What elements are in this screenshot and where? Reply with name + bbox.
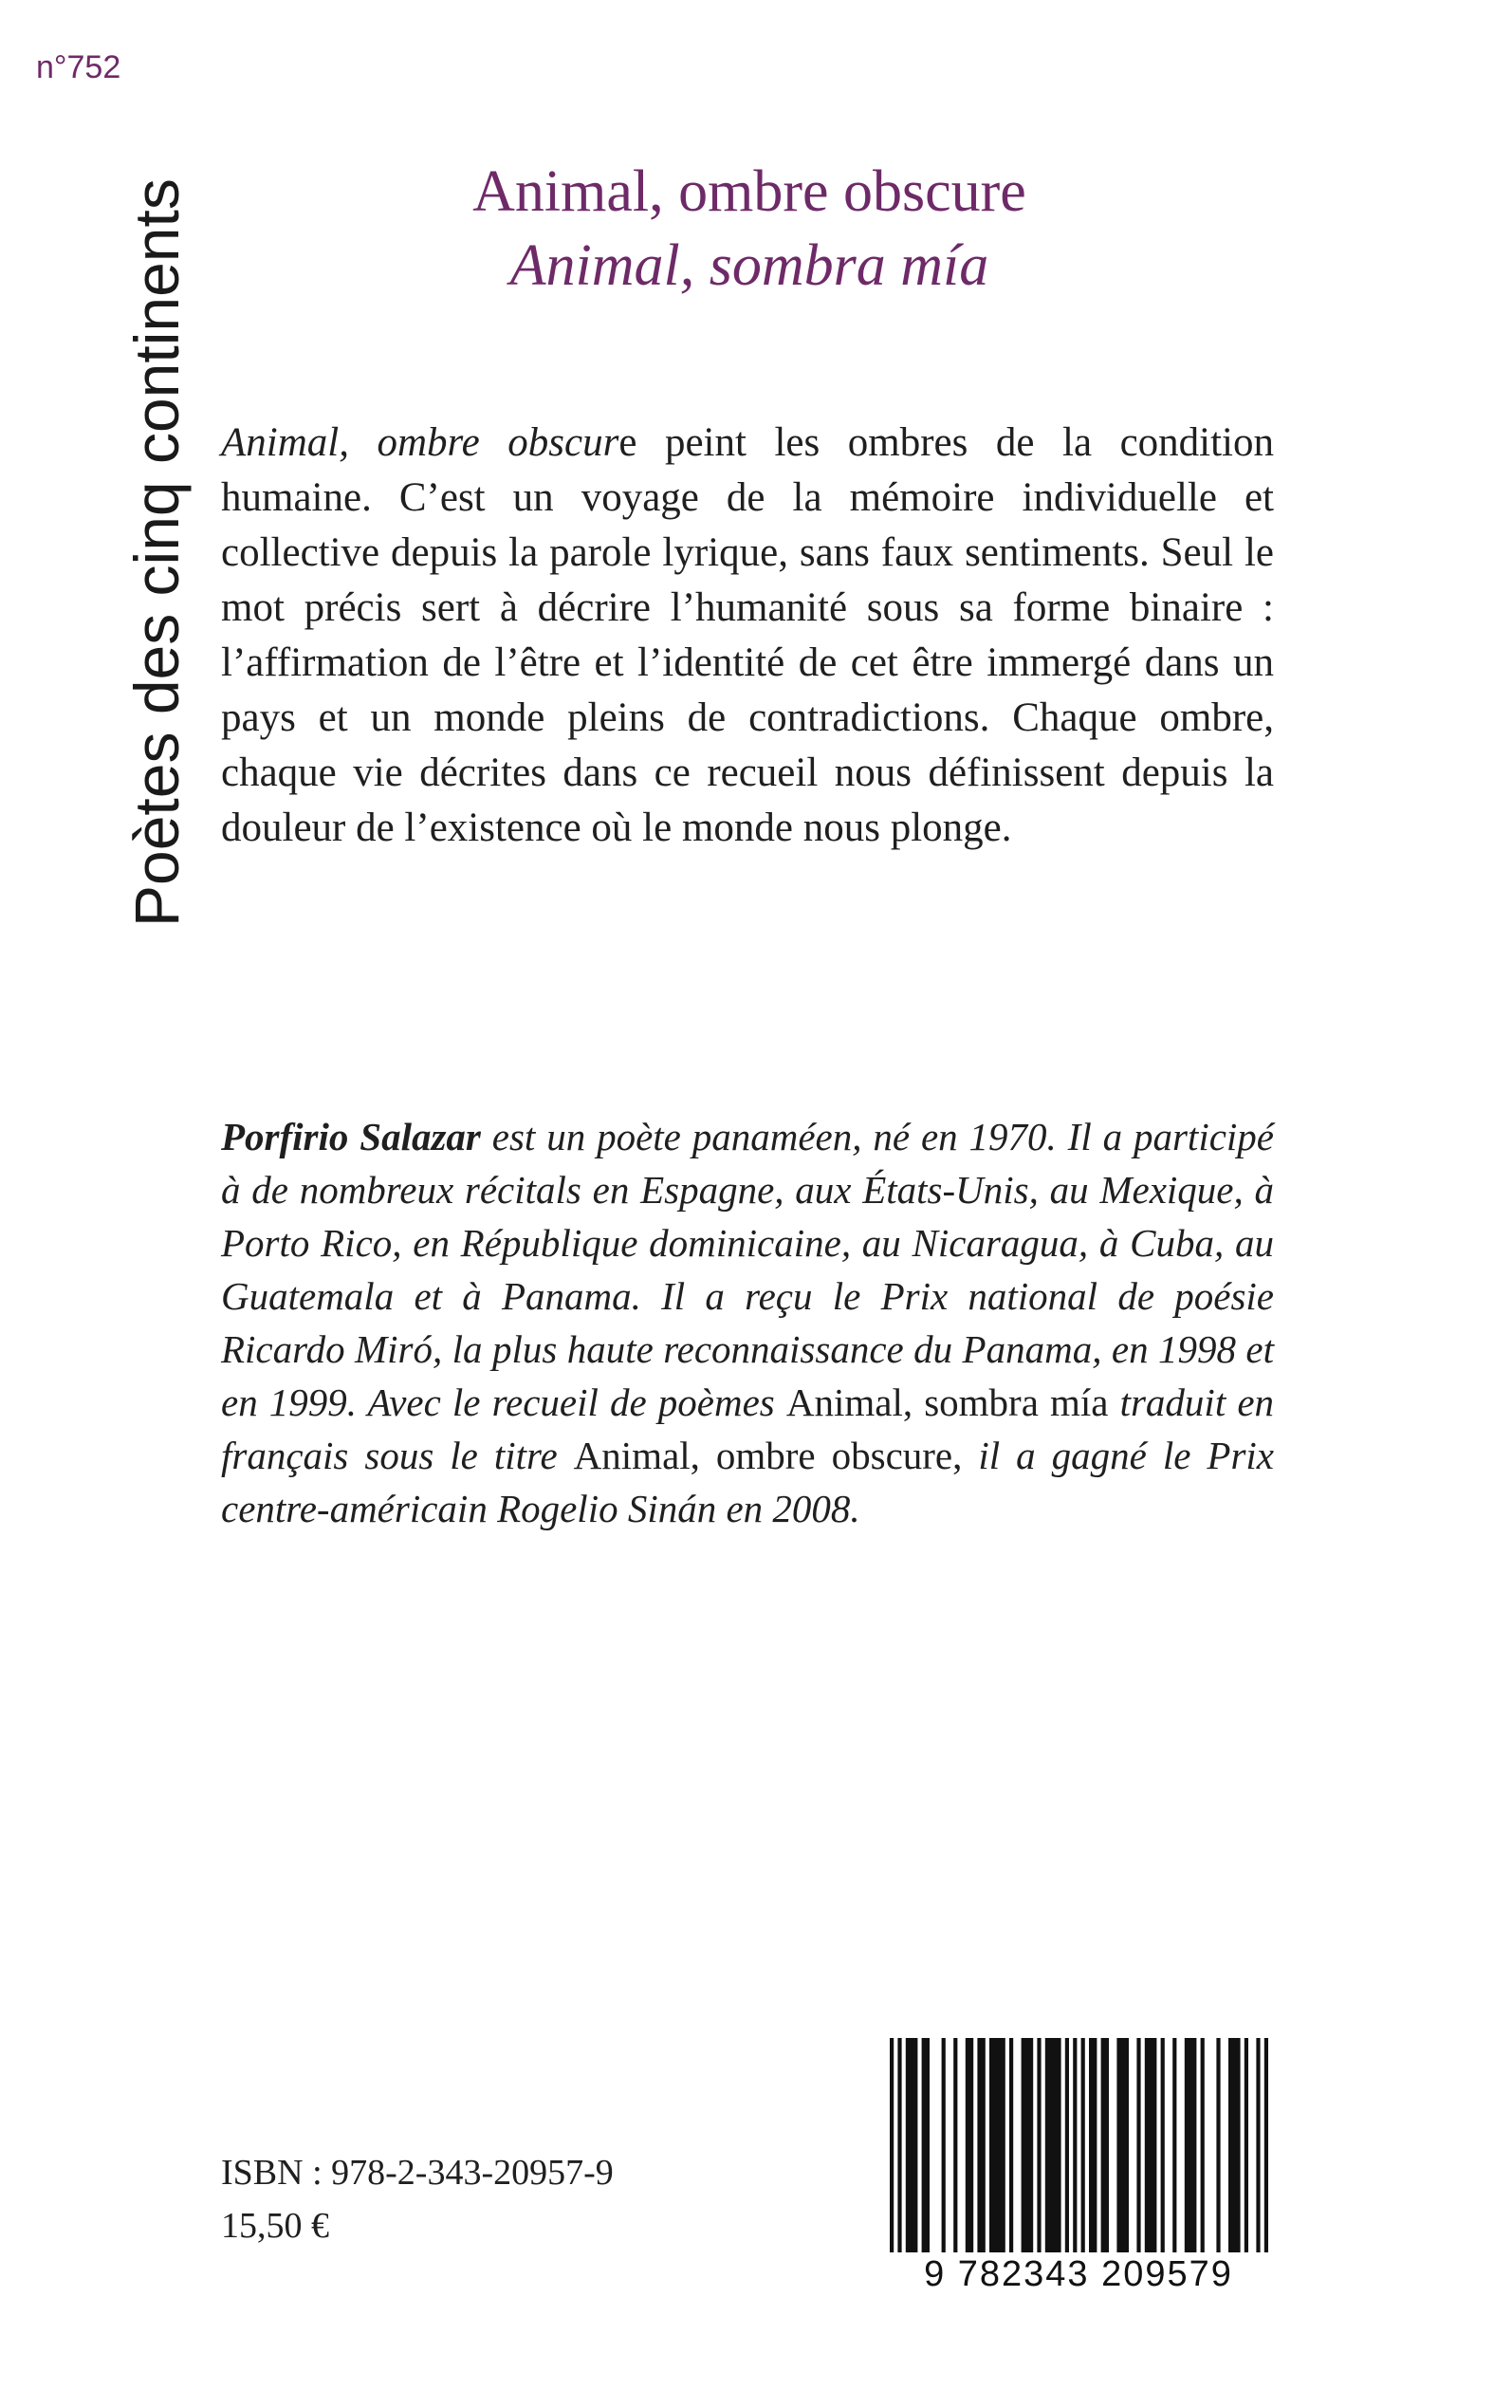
author-name: Porfirio Salazar — [221, 1115, 481, 1158]
blurb-paragraph — [221, 416, 1274, 856]
author-bio-paragraph — [221, 1110, 1274, 1535]
barcode-bar — [1009, 2038, 1013, 2262]
barcode-bar — [1264, 2038, 1268, 2287]
barcode-bar — [1073, 2038, 1077, 2287]
barcode-bar — [1201, 2038, 1205, 2262]
blurb-text: e peint les ombres de la condition humaine. C’est un voyage de la mémoire individuelle et collective depuis la parole lyrique, sans faux sentiments. Seul le mot précis sert à décrire l’humanité sous sa forme binaire : l’affirmation de l’être et l’identité de cet être immergé dans un pays et un monde pleins de contradictions. Chaque ombre, chaque vie décrites dans ce recueil nous définissent depuis la douleur de l’existence où le monde nous plonge. — [221, 420, 1274, 850]
series-number: n°752 — [36, 49, 121, 85]
barcode — [882, 2032, 1275, 2296]
barcode-bar — [890, 2038, 894, 2287]
barcode-bar — [1185, 2038, 1197, 2262]
bio-title-french: Animal, ombre obscure, — [573, 1434, 963, 1477]
isbn: ISBN : 978-2-343-20957-9 — [221, 2153, 614, 2193]
barcode-bar — [1065, 2038, 1069, 2262]
title-block — [228, 157, 1271, 302]
barcode-bar — [1101, 2038, 1109, 2262]
title-french: Animal, ombre obscure — [472, 159, 1026, 224]
barcode-bar — [1256, 2038, 1260, 2287]
barcode-bar — [1045, 2038, 1061, 2262]
barcode-bar — [989, 2038, 1005, 2262]
price: 15,50 € — [221, 2206, 329, 2246]
barcode-digits: 9 782343 209579 — [882, 2252, 1275, 2296]
barcode-bar — [942, 2038, 946, 2262]
barcode-bar — [966, 2038, 973, 2262]
bio-text-part2: traduit en français sous le titre — [221, 1380, 1275, 1477]
bio-text-part1: est un poète panaméen, né en 1970. Il a participé à de nombreux récitals en Espagne, aux États-Unis, au Mexique, à Porto Rico, en République dominicaine, au Nicaragua, à Cuba, au Guatemala et à Panama. Il a reçu le Prix national de poésie Ricardo Miró, la plus haute reconnaissance du Panama, en 1998 et en 1999. Avec le recueil de poèmes — [221, 1115, 1274, 1424]
barcode-bar — [977, 2038, 985, 2262]
barcode-bar — [1136, 2038, 1140, 2262]
bio-title-spanish: Animal, sombra mía — [785, 1380, 1109, 1424]
barcode-bar — [1116, 2038, 1129, 2262]
blurb-lead-italic: Animal, ombre obscur — [221, 420, 619, 465]
barcode-bar — [922, 2038, 930, 2262]
barcode-bar — [1228, 2038, 1241, 2262]
barcode-bar — [953, 2038, 957, 2262]
series-name-vertical: Poètes des cinq continents — [121, 178, 192, 927]
barcode-bar — [1089, 2038, 1097, 2262]
bio-text-part3: il a gagné le Prix centre-américain Rogelio Sinán en 2008. — [221, 1434, 1274, 1530]
title-spanish: Animal, sombra mía — [509, 233, 989, 299]
barcode-bar — [1081, 2038, 1085, 2287]
barcode-bar — [1161, 2038, 1165, 2262]
barcode-bar — [897, 2038, 901, 2287]
barcode-bar — [1245, 2038, 1248, 2262]
barcode-bar — [906, 2038, 918, 2262]
barcode-bar — [1022, 2038, 1034, 2262]
barcode-bar — [1037, 2038, 1041, 2262]
barcode-bar — [1172, 2038, 1176, 2262]
barcode-bar — [1216, 2038, 1220, 2262]
barcode-bar — [1145, 2038, 1157, 2262]
